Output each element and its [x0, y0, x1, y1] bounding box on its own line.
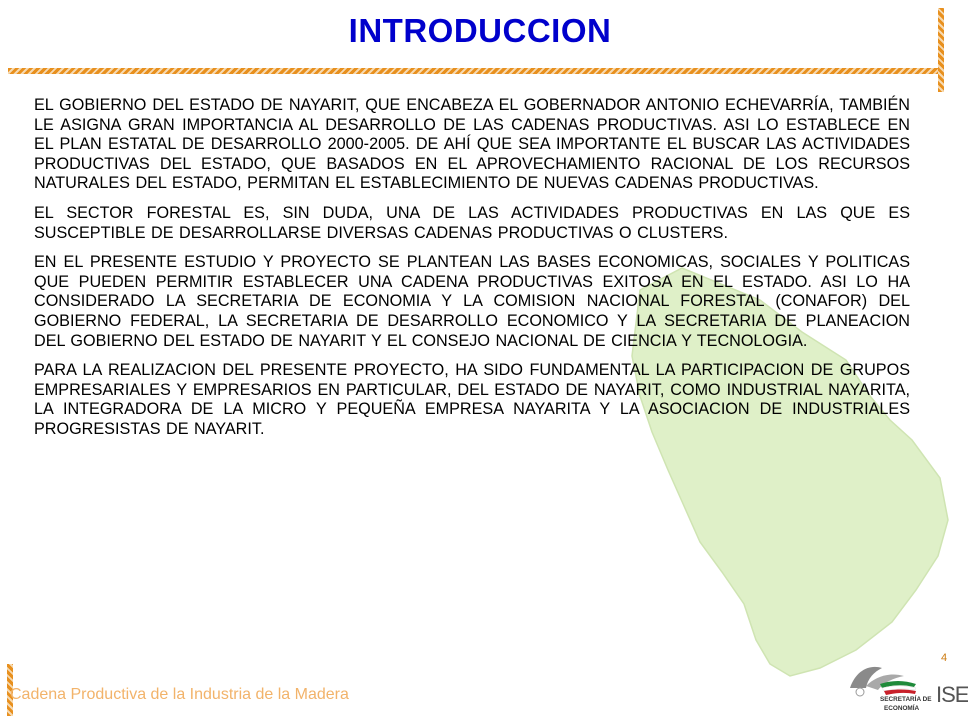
secretaria-economia-logo — [840, 658, 968, 718]
logo-line-2: ECONOMÍA — [884, 705, 920, 712]
paragraph-4: PARA LA REALIZACION DEL PRESENTE PROYECTO, HA SIDO FUNDAMENTAL LA PARTICIPACION DE GRUPOS EMPRESARIALES Y EMPRESARIOS EN PARTICULAR, DEL ESTADO DE NAYARIT, COMO INDUSTRIAL NAYARITA, LA INTEGRADORA DE LA MICRO Y PEQUEÑA EMPRESA NAYARITA Y LA ASOCIACION DE INDUSTRIALES PROGRESISTAS DE NAYARIT. — [34, 361, 910, 438]
right-divider — [938, 8, 944, 92]
footer-text: Cadena Productiva de la Industria de la Madera — [10, 686, 349, 703]
paragraph-1: EL GOBIERNO DEL ESTADO DE NAYARIT, QUE ENCABEZA EL GOBERNADOR ANTONIO ECHEVARRÍA, TAMBIÉN LE ASIGNA GRAN IMPORTANCIA AL DESARROLLO DE LAS CADENAS PRODUCTIVAS. ASI LO ESTABLECE EN EL PLAN ESTATAL DE DESARROLLO 2000-2005. DE AHÍ QUE SEA IMPORTANTE EL BUSCAR LAS ACTIVIDADES PRODUCTIVAS DEL ESTADO, QUE BASADOS EN EL APROVECHAMIENTO RACIONAL DE LOS RECURSOS NATURALES DEL ESTADO, PERMITAN EL ESTABLECIMIENTO DE NUEVAS CADENAS PRODUCTIVAS. — [34, 96, 910, 193]
page-number: 4 — [941, 652, 948, 664]
logo-mark: ISE — [936, 682, 968, 707]
body-text — [34, 96, 910, 450]
top-divider — [8, 68, 944, 74]
page-title: INTRODUCCION — [348, 12, 612, 49]
logo-line-1: SECRETARÍA DE — [880, 696, 932, 703]
paragraph-3: EN EL PRESENTE ESTUDIO Y PROYECTO SE PLANTEAN LAS BASES ECONOMICAS, SOCIALES Y POLITICAS QUE PUEDEN PERMITIR ESTABLECER UNA CADENA PRODUCTIVAS EXITOSA EN EL ESTADO. ASI LO HA CONSIDERADO LA SECRETARIA DE ECONOMIA Y LA COMISION NACIONAL FORESTAL (CONAFOR) DEL GOBIERNO FEDERAL, LA SECRETARIA DE DESARROLLO ECONOMICO Y LA SECRETARIA DE PLANEACION DEL GOBIERNO DEL ESTADO DE NAYARIT Y EL CONSEJO NACIONAL DE CIENCIA Y TECNOLOGIA. — [34, 253, 910, 350]
paragraph-2: EL SECTOR FORESTAL ES, SIN DUDA, UNA DE LAS ACTIVIDADES PRODUCTIVAS EN LAS QUE ES SUSCEPTIBLE DE DESARROLLARSE DIVERSAS CADENAS PRODUCTIVAS O CLUSTERS. — [34, 203, 910, 242]
eagle-emblem-icon — [840, 658, 936, 698]
